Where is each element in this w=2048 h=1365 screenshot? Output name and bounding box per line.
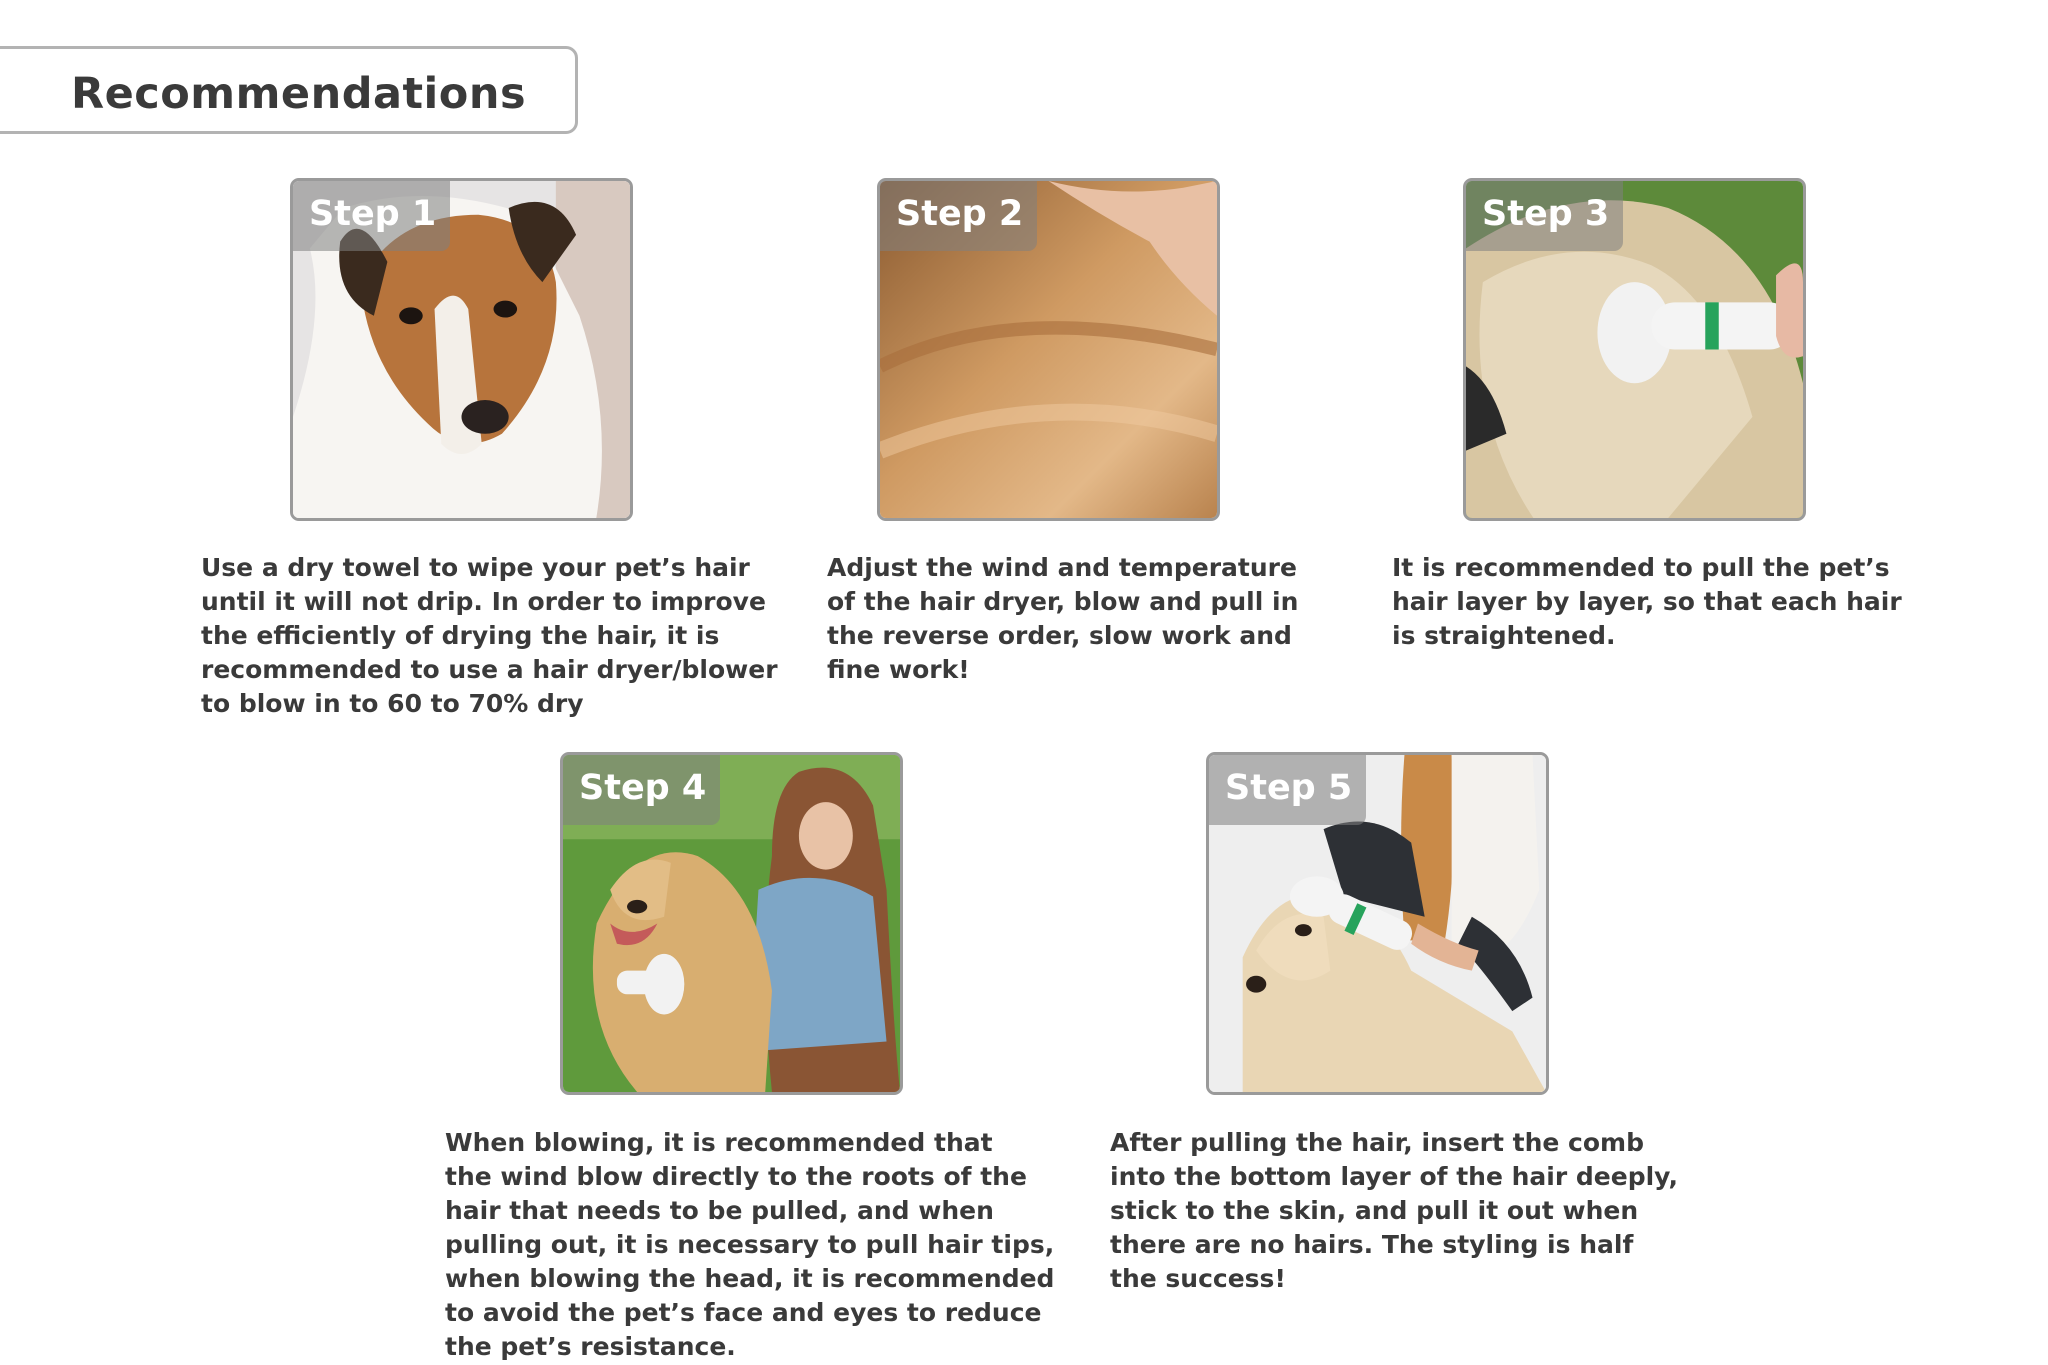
text-line: to blow in to 60 to 70% dry <box>201 689 584 718</box>
step-3-description <box>1392 551 1902 653</box>
text-line: the reverse order, slow work and <box>827 621 1292 650</box>
text-line: into the bottom layer of the hair deeply, <box>1110 1162 1679 1191</box>
text-line: when blowing the head, it is recommended <box>445 1264 1055 1293</box>
text-line: to avoid the pet’s face and eyes to reduce <box>445 1298 1042 1327</box>
text-line: the wind blow directly to the roots of the <box>445 1162 1027 1191</box>
step-1-label: Step 1 <box>293 181 450 251</box>
step-5-photo <box>1206 752 1549 1095</box>
step-5-description <box>1110 1126 1678 1296</box>
step-1-photo <box>290 178 633 521</box>
step-2-description <box>827 551 1298 687</box>
step-4-description <box>445 1126 1054 1364</box>
step-1-description <box>201 551 778 721</box>
text-line: there are no hairs. The styling is half <box>1110 1230 1634 1259</box>
step-3-photo <box>1463 178 1806 521</box>
step-2-photo <box>877 178 1220 521</box>
text-line: of the hair dryer, blow and pull in <box>827 587 1299 616</box>
title-box <box>0 46 578 134</box>
text-line: is straightened. <box>1392 621 1616 650</box>
text-line: Adjust the wind and temperature <box>827 553 1297 582</box>
text-line: the success! <box>1110 1264 1286 1293</box>
page-title: Recommendations <box>71 69 527 119</box>
step-3-label: Step 3 <box>1466 181 1623 251</box>
text-line: stick to the skin, and pull it out when <box>1110 1196 1639 1225</box>
text-line: the pet’s resistance. <box>445 1332 736 1361</box>
text-line: hair that needs to be pulled, and when <box>445 1196 994 1225</box>
text-line: recommended to use a hair dryer/blower <box>201 655 778 684</box>
text-line: It is recommended to pull the pet’s <box>1392 553 1890 582</box>
text-line: the efficiently of drying the hair, it is <box>201 621 720 650</box>
text-line: After pulling the hair, insert the comb <box>1110 1128 1644 1157</box>
text-line: pulling out, it is necessary to pull hair tips, <box>445 1230 1055 1259</box>
text-line: When blowing, it is recommended that <box>445 1128 993 1157</box>
step-4-label: Step 4 <box>563 755 720 825</box>
step-5-label: Step 5 <box>1209 755 1366 825</box>
text-line: hair layer by layer, so that each hair <box>1392 587 1902 616</box>
text-line: fine work! <box>827 655 970 684</box>
text-line: until it will not drip. In order to improve <box>201 587 766 616</box>
step-4-photo <box>560 752 903 1095</box>
step-2-label: Step 2 <box>880 181 1037 251</box>
text-line: Use a dry towel to wipe your pet’s hair <box>201 553 750 582</box>
